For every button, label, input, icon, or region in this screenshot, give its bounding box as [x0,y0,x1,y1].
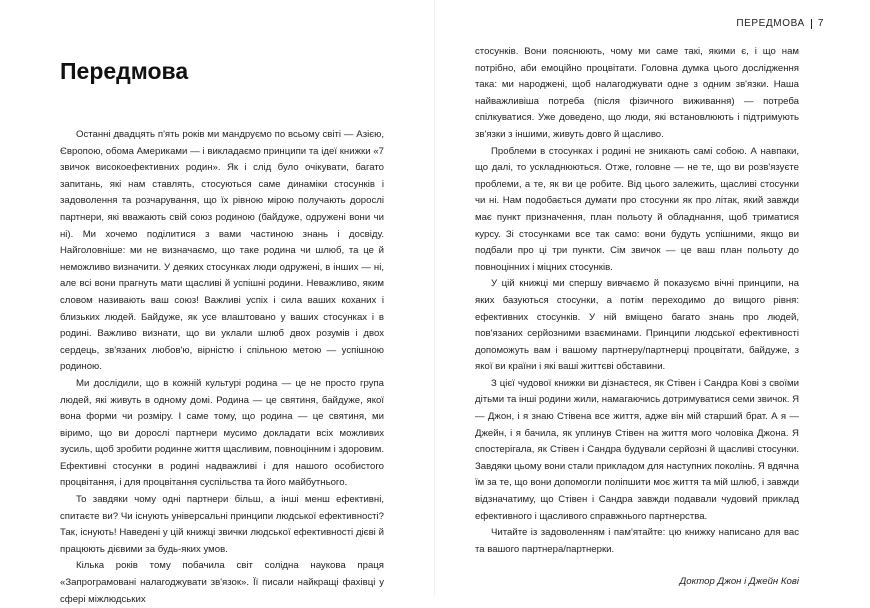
paragraph: То завдяки чому одні партнери більш, а інші менш ефективні, спитаєте ви? Чи існують універсальні принципи людської ефективності? Так, існують! Наведені у цій книжці звички людської ефективності дієві й працюють дієвими за будь-яких умов. [60,494,384,555]
left-page [0,0,435,605]
paragraph: стосунків. Вони пояснюють, чому ми саме такі, якими є, і що нам потрібно, аби емоційно процвітати. Головна думка цього дослідження така: ми народжені, щоб налагоджувати одне з одним зв'язки. Наша найважливіша потреба (після фізичного виживання) — потреба спілкуватися. Уже доведено, що люди, які встановлюють і підтримують зв'язки з іншими, живуть довго й щасливо. [475,46,799,140]
running-head [736,18,824,29]
page-number: 7 [817,18,824,29]
signature: Доктор Джон і Джейн Кові [679,576,799,588]
right-page [435,0,870,597]
running-head-section: ПЕРЕДМОВА [736,18,805,29]
right-text-column [475,44,799,591]
paragraph: Кілька років тому побачила світ солідна наукова праця «Запрограмовані налагоджувати зв'язок». Її писали найкращі фахівці у сфері міжлюдських [60,560,384,605]
paragraph: У цій книжці ми спершу вивчаємо й показуємо вічні принципи, на яких базуються стосунки, а потім переходимо до вищого рівня: ефективних стосунків. У ній вміщено багато знань про людей, пов'язаних серйозними взаєминами. Принципи людської ефективності допоможуть вам і вашому партнеру/партнерці процвітати, байдуже, з якої ви країни і які ваші життєві обставини. [475,278,799,373]
running-head-divider [811,19,812,29]
left-text-column [60,127,384,608]
paragraph: З цієї чудової книжки ви дізнаєтеся, як Стівен і Сандра Кові з своїми дітьми та інші родини жили, намагаючись дотримуватися семи звичок. Я — Джон, і я знаю Стівена все життя, адже він мій старший брат. А я — Джейн, і я бачила, як уплинув Стівен на життя мого чоловіка Джона. Я спостерігала, як Стівен і Сандра будували серйозні й щасливі стосунки. Завдяки цьому вони стали прикладом для наступних поколінь. Я вдячна їм за те, що вони допомогли поліпшити моє життя та мій шлюб, і завжди відзначатиму, що Стівен і Сандра завжди подавали чудовий приклад ефективного і щасливого справжнього партнерства. [475,377,799,522]
paragraph: Ми дослідили, що в кожній культурі родина — це не просто група людей, які живуть в одному домі. Родина — це святиня, байдуже, якої вона форми чи розміру. І саме тому, що родина — це святиня, ми віримо, що ви дорослі партнери мусимо докладати всіх можливих зусиль, щоб зробити родинне життя щасливим, повноцінним і здоровим. Ефективні стосунки в родині надважливі і для нашого особистого процвітання, і для процвітання суспільства та його майбутнього. [60,377,384,489]
paragraph: Останні двадцять п'ять років ми мандруємо по всьому світі — Азією, Європою, обома Америками — і викладаємо принципи та ідеї книжки «7 звичок високоефективних родин». Як і слід було очікувати, багато запитань, які нам ставлять, стосуються саме динаміки стосунків і задоволення та розчарування, що їх рівною мірою получають дорослі партнери, які вважають свій союз родиною (байдуже, одружені вони чи ні). Ми хочемо поділитися з вами частиною знань і досвіду. Найголовніше: ми не визначаємо, що таке родина чи шлюб, та це й неможливо визначити. У деяких стосунках люди одружені, в інших — ні, але всі вони прагнуть мати щасливі й успішні родини. Неважливо, яким словом називають ваш союз! Важливі успіх і сила ваших коханих і близьких людей. Байдуже, як усе влаштовано у ваших стосунках і в родині. Важливо визнати, що ви уклали шлюб двох розумів і двох сердець, зв'язаних любов'ю, вірністю і спільною метою — успішною родиною. [60,129,384,373]
paragraph: Читайте із задоволенням і пам'ятайте: цю книжку написано для вас та вашого партнера/партнерки. [475,527,799,555]
paragraph: Проблеми в стосунках і родині не зникають самі собою. А навпаки, що далі, то ускладнюються. Отже, головне — не те, що ви розв'язуєте проблеми, а те, як ви це робите. Від цього залежить, щасливі стосунки чи ні. Нам подобається думати про стосунки як про літак, який завжди має пункт призначення, план польоту й обладнання, щоб триматися курсу. Зі стосунками все так само: вони будуть успішними, якщо ви подбали про ці три пункти. Сім звичок — це ваш план польоту до повноцінних і міцних стосунків. [475,145,799,273]
chapter-title: Передмова [60,58,189,84]
